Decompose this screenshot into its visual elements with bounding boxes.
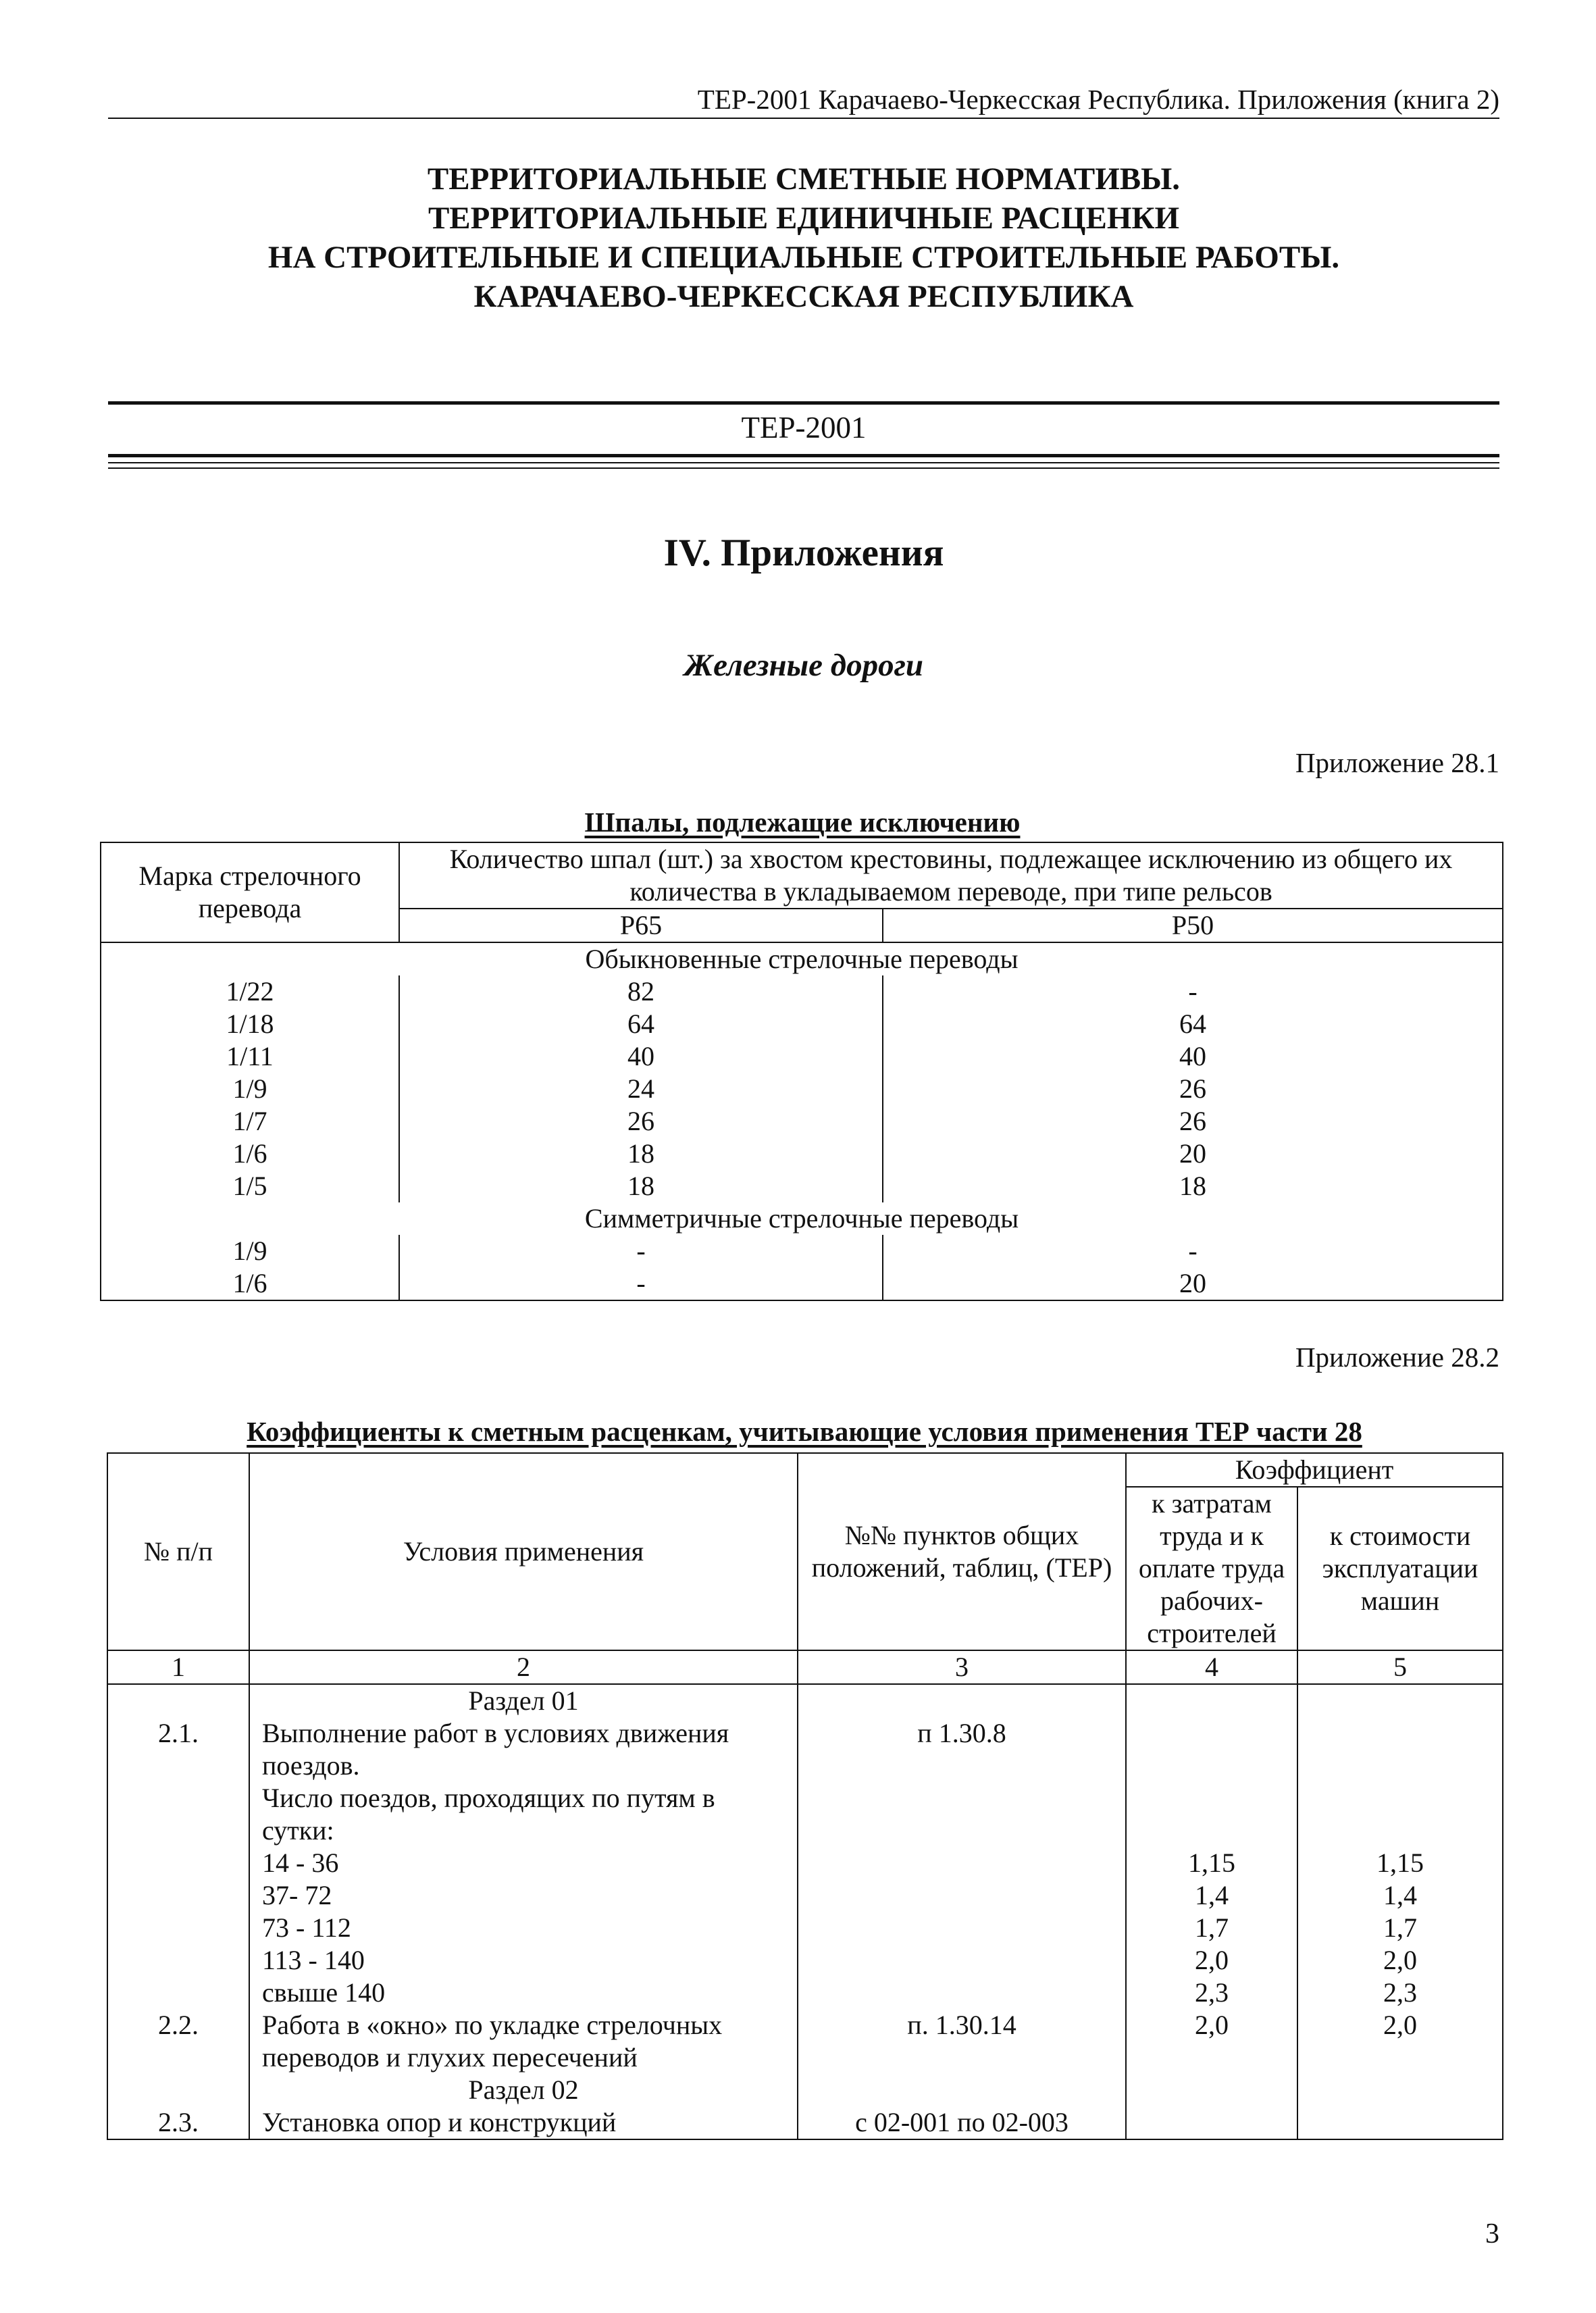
cell-k-labor [1126, 1782, 1297, 1847]
table-row [101, 1267, 1503, 1300]
cell-conditions: 73 - 112 [249, 1912, 798, 1944]
cell-k-labor [1126, 1684, 1297, 1717]
cell-reference: с 02-001 по 02-003 [855, 2107, 1069, 2137]
cell-conditions: Выполнение работ в условиях движения поездов. [249, 1717, 798, 1782]
cell-reference: п 1.30.8 [917, 1718, 1006, 1748]
title-line: ТЕРРИТОРИАЛЬНЫЕ СМЕТНЫЕ НОРМАТИВЫ. [427, 161, 1181, 197]
cell-p50: 26 [883, 1105, 1503, 1138]
col-header-mark: Марка стрелочного перевода [101, 842, 399, 942]
header-rule [108, 118, 1499, 119]
cell-p65: - [399, 1267, 883, 1300]
col-header-conditions: Условия применения [249, 1453, 798, 1650]
group-header: Симметричные стрелочные переводы [584, 1203, 1019, 1234]
cell-k-labor: 2,0 [1126, 2009, 1297, 2074]
cell-k-machines: 1,15 [1376, 1848, 1424, 1878]
cell-k-labor [1126, 2074, 1297, 2106]
col-number: 5 [1297, 1650, 1503, 1684]
col-header-no: № п/п [107, 1453, 249, 1650]
cell-conditions: Число поездов, проходящих по путям в сутки: [249, 1782, 798, 1847]
group-header: Обыкновенные стрелочные переводы [585, 944, 1019, 974]
cell-k-machines [1297, 2074, 1503, 2106]
cell-p50: 40 [883, 1040, 1503, 1073]
cell-no [107, 1684, 249, 1717]
cell-p65: 18 [399, 1138, 883, 1170]
section-heading: IV. Приложения [663, 532, 944, 574]
cell-k-labor: 2,3 [1126, 1977, 1297, 2009]
cell-k-machines [1297, 1782, 1503, 1847]
table-row [107, 1684, 1503, 1717]
cell-no [107, 1879, 249, 1912]
code-rule-2 [108, 462, 1499, 463]
cell-p65: 24 [399, 1073, 883, 1105]
cell-mark: 1/6 [232, 1268, 267, 1298]
cell-p50: 20 [883, 1267, 1503, 1300]
cell-p65: 64 [399, 1008, 883, 1040]
title-line: КАРАЧАЕВО-ЧЕРКЕССКАЯ РЕСПУБЛИКА [473, 279, 1134, 314]
cell-no: 2.3. [158, 2107, 199, 2137]
cell-reference [798, 1912, 1126, 1944]
cell-p50: 18 [883, 1170, 1503, 1202]
table-row [101, 1040, 1503, 1073]
table-row [101, 1235, 1503, 1267]
table-row [101, 1138, 1503, 1170]
col-header-machines: к стоимости эксплуатации машин [1297, 1487, 1503, 1650]
cell-p50: - [883, 1235, 1503, 1267]
cell-conditions: Работа в «окно» по укладке стрелочных переводов и глухих пересечений [249, 2009, 798, 2074]
table-row [107, 1782, 1503, 1847]
cell-conditions: Раздел 02 [249, 2074, 798, 2106]
table-row [101, 1073, 1503, 1105]
cell-conditions: 113 - 140 [249, 1944, 798, 1977]
table-row [101, 1008, 1503, 1040]
code-rule-3 [108, 467, 1499, 469]
cell-p50: 20 [883, 1138, 1503, 1170]
table-row [107, 1944, 1503, 1977]
cell-k-machines: 1,4 [1383, 1880, 1417, 1910]
cell-mark: 1/11 [226, 1041, 274, 1071]
cell-conditions: Установка опор и конструкций [249, 2106, 798, 2139]
cell-no: 2.1. [158, 1718, 199, 1748]
cell-k-machines [1297, 1717, 1503, 1782]
cell-p65: - [399, 1235, 883, 1267]
sleepers-table [100, 842, 1503, 1301]
cell-conditions: 14 - 36 [249, 1847, 798, 1879]
table-row [101, 975, 1503, 1008]
table-title: Шпалы, подлежащие исключению [584, 807, 1021, 838]
col-number: 3 [798, 1650, 1126, 1684]
cell-reference [798, 1944, 1126, 1977]
cell-k-machines: 2,0 [1383, 2010, 1417, 2040]
page-number: 3 [1485, 2218, 1499, 2250]
subsection-heading: Железные дороги [684, 648, 924, 683]
col-header-labor: к затратам труда и к оплате труда рабочих-строителей [1126, 1487, 1297, 1650]
table-row [107, 1977, 1503, 2009]
cell-mark: 1/18 [226, 1009, 274, 1039]
cell-reference [798, 1977, 1126, 2009]
cell-p65: 18 [399, 1170, 883, 1202]
coefficients-table [107, 1452, 1503, 2140]
cell-k-labor: 1,4 [1126, 1879, 1297, 1912]
cell-k-labor: 1,7 [1126, 1912, 1297, 1944]
cell-mark: 1/22 [226, 976, 274, 1007]
cell-p65: 82 [399, 975, 883, 1008]
col-header-qty: Количество шпал (шт.) за хвостом крестовины, подлежащее исключению из общего их количества в укладываемом переводе, при типе рельсов [399, 842, 1503, 909]
cell-reference [798, 1782, 1126, 1847]
cell-no [107, 1912, 249, 1944]
running-header: ТЕР-2001 Карачаево-Черкесская Республика. Приложения (книга 2) [697, 84, 1499, 115]
code-label: ТЕР-2001 [741, 411, 867, 444]
cell-mark: 1/9 [232, 1073, 267, 1104]
col-number: 1 [107, 1650, 249, 1684]
cell-k-labor [1126, 1717, 1297, 1782]
title-line: ТЕРРИТОРИАЛЬНЫЕ ЕДИНИЧНЫЕ РАСЦЕНКИ [428, 201, 1180, 236]
table-row [107, 1717, 1503, 1782]
cell-mark: 1/7 [232, 1106, 267, 1136]
table-row [107, 1847, 1503, 1879]
cell-k-machines [1297, 2106, 1503, 2139]
table-row [107, 2074, 1503, 2106]
appendix-label: Приложение 28.2 [1295, 1342, 1499, 1373]
cell-k-machines: 2,0 [1383, 1945, 1417, 1975]
cell-p65: 40 [399, 1040, 883, 1073]
col-header-p65: Р65 [399, 909, 883, 942]
table-row [107, 1912, 1503, 1944]
cell-k-machines [1297, 1684, 1503, 1717]
cell-k-labor [1126, 2106, 1297, 2139]
cell-conditions: Раздел 01 [249, 1684, 798, 1717]
cell-reference [798, 1879, 1126, 1912]
cell-no [107, 1977, 249, 2009]
table-row [107, 2009, 1503, 2074]
cell-no [107, 1944, 249, 1977]
title-line: НА СТРОИТЕЛЬНЫЕ И СПЕЦИАЛЬНЫЕ СТРОИТЕЛЬНЫЕ РАБОТЫ. [267, 240, 1340, 275]
table-title: Коэффициенты к сметным расценкам, учитывающие условия применения ТЕР части 28 [247, 1416, 1362, 1447]
cell-mark: 1/6 [232, 1138, 267, 1169]
table-row [101, 1105, 1503, 1138]
cell-reference [798, 1684, 1126, 1717]
col-header-p50: Р50 [883, 909, 1503, 942]
cell-mark: 1/9 [232, 1236, 267, 1266]
cell-k-labor: 1,15 [1126, 1847, 1297, 1879]
cell-p50: - [883, 975, 1503, 1008]
cell-k-machines: 2,3 [1383, 1977, 1417, 2008]
col-number: 4 [1126, 1650, 1297, 1684]
cell-k-labor: 2,0 [1126, 1944, 1297, 1977]
cell-no [107, 1847, 249, 1879]
cell-mark: 1/5 [232, 1171, 267, 1201]
document-title [108, 159, 1499, 316]
table-row [107, 2106, 1503, 2139]
appendix-label: Приложение 28.1 [1295, 747, 1499, 778]
cell-no: 2.2. [158, 2010, 199, 2040]
cell-p50: 26 [883, 1073, 1503, 1105]
cell-p65: 26 [399, 1105, 883, 1138]
cell-no [107, 1782, 249, 1847]
cell-reference: п. 1.30.14 [907, 2010, 1016, 2040]
code-rule-1 [108, 454, 1499, 457]
table-row [101, 1170, 1503, 1202]
col-number: 2 [249, 1650, 798, 1684]
cell-k-machines: 1,7 [1383, 1912, 1417, 1943]
table-row [107, 1879, 1503, 1912]
cell-conditions: свыше 140 [249, 1977, 798, 2009]
cell-p50: 64 [883, 1008, 1503, 1040]
col-header-reference: №№ пунктов общих положений, таблиц, (ТЕР) [798, 1453, 1126, 1650]
title-rule-top [108, 401, 1499, 405]
cell-no [107, 2074, 249, 2106]
cell-conditions: 37- 72 [249, 1879, 798, 1912]
cell-reference [798, 1847, 1126, 1879]
cell-reference [798, 2074, 1126, 2106]
col-header-coefficient: Коэффициент [1126, 1453, 1503, 1487]
